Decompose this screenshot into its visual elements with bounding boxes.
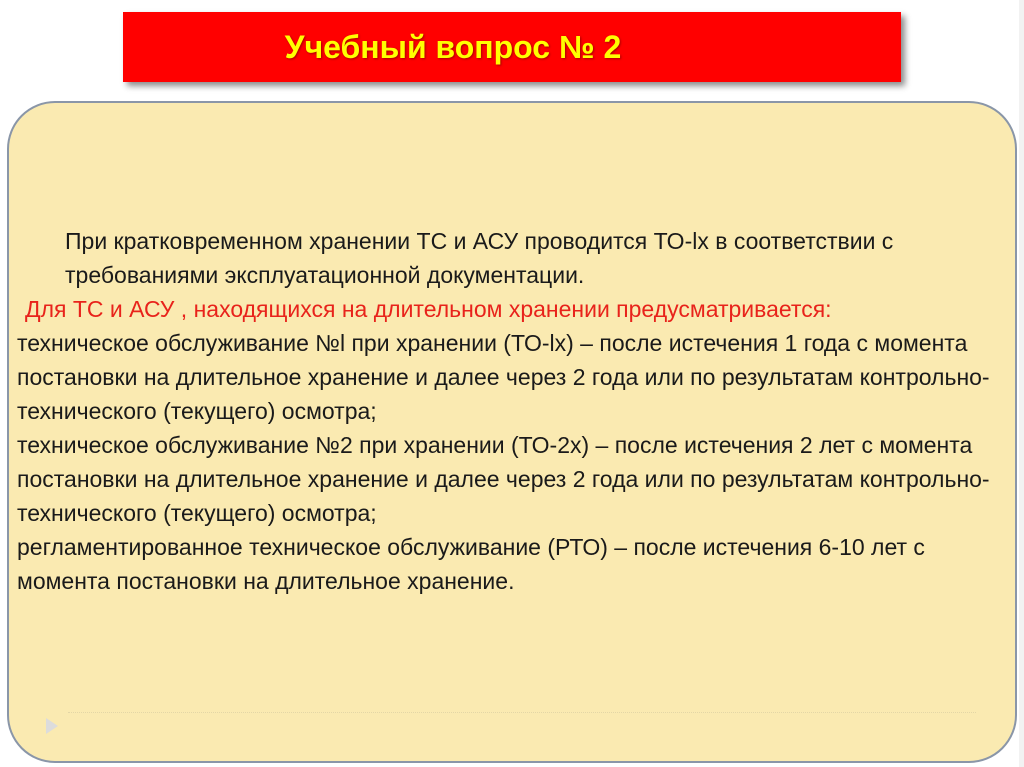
window-edge <box>1019 0 1024 767</box>
paragraph-to1x: техническое обслуживание №l при хранении (ТО-lх) – после истечения 1 года с момента постановки на длительное хранение и далее через 2 года или по результатам контрольно-технического (текущего) осмотра; <box>17 330 990 424</box>
paragraph-to2x: техническое обслуживание №2 при хранении (ТО-2х) – после истечения 2 лет с момента постановки на длительное хранение и далее через 2 года или по результатам контрольно-технического (текущего) осмотра; <box>17 432 990 526</box>
slide-forward-arrow-icon[interactable] <box>46 718 58 734</box>
paragraph-rto: регламентированное техническое обслуживание (РТО) – после истечения 6-10 лет с момента постановки на длительное хранение. <box>17 534 925 594</box>
slide-title: Учебный вопрос № 2 <box>284 28 622 65</box>
paragraph-long-term-storage-intro: Для ТС и АСУ , находящихся на длительном хранении предусматривается: <box>25 296 832 322</box>
slide-body <box>17 224 1012 598</box>
slide-navigation <box>46 712 976 740</box>
nav-divider <box>68 712 976 714</box>
slide-title-bar <box>123 12 901 82</box>
paragraph-short-term-storage: При кратковременном хранении ТС и АСУ проводится ТО-lх в соответствии с требованиями эксплуатационной документации. <box>65 228 894 288</box>
